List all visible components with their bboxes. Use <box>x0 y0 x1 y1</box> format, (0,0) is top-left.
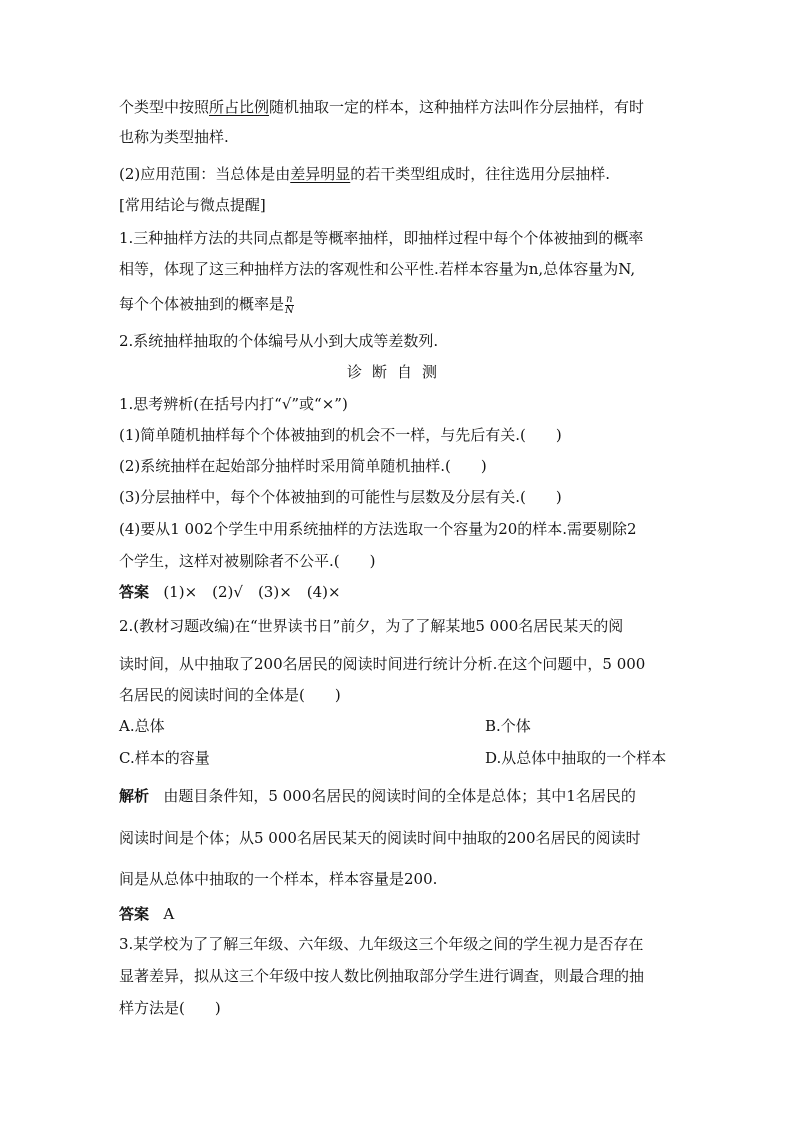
tip-1-line: 每个个体被抽到的概率是 $\frac{n}{N}$ <box>119 293 294 316</box>
tip-2-line: 2.系统抽样抽取的个体编号从小到大成等差数列. <box>119 332 439 350</box>
answer-line: 答案 A <box>119 905 175 923</box>
question-3-line: 样方法是( ) <box>119 999 221 1017</box>
options-row <box>119 748 667 768</box>
question-2-line: 2.(教材习题改编)在“世界读书日”前夕，为了了解某地5 000名居民某天的阅 <box>119 617 624 635</box>
tips-heading: [常用结论与微点提醒] <box>119 196 266 214</box>
question-2-line: 名居民的阅读时间的全体是( ) <box>119 686 341 704</box>
answer-label: 答案 <box>119 905 150 923</box>
analysis-line: 解析 由题目条件知，5 000名居民的阅读时间的全体是总体；其中1名居民的 <box>119 787 636 805</box>
underlined-term: 差异明显 <box>290 165 351 183</box>
option-b: B.个体 <box>485 717 531 735</box>
application-scope-line: (2)应用范围：当总体是由差异明显的若干类型组成时，往往选用分层抽样. <box>119 165 611 183</box>
paragraph-line: 也称为类型抽样. <box>119 128 229 146</box>
judgement-item: 个学生，这样对被剔除者不公平.( ) <box>119 552 376 570</box>
option-a: A.总体 <box>119 717 165 735</box>
paragraph-line: 个类型中按照所占比例随机抽取一定的样本，这种抽样方法叫作分层抽样，有时 <box>119 98 645 116</box>
analysis-line: 间是从总体中抽取的一个样本，样本容量是200. <box>119 870 438 888</box>
options-row <box>119 716 531 736</box>
option-d: D.从总体中抽取的一个样本 <box>485 749 667 767</box>
question-2-line: 读时间，从中抽取了200名居民的阅读时间进行统计分析.在这个问题中，5 000 <box>119 655 646 673</box>
section-title: 诊断自测 <box>346 363 447 381</box>
analysis-label: 解析 <box>119 787 150 805</box>
judgement-item: (2)系统抽样在起始部分抽样时采用简单随机抽样.( ) <box>119 457 487 475</box>
judgement-item: (4)要从1 002个学生中用系统抽样的方法选取一个容量为20的样本.需要剔除2 <box>119 520 637 538</box>
underlined-term: 所占比例 <box>209 98 270 116</box>
analysis-line: 阅读时间是个体；从5 000名居民某天的阅读时间中抽取的200名居民的阅读时 <box>119 829 641 847</box>
option-c: C.样本的容量 <box>119 749 210 767</box>
question-1-stem: 1.思考辨析(在括号内打“√”或“×”) <box>119 395 348 413</box>
answer-label: 答案 <box>119 583 150 601</box>
fraction-n-over-N: $\frac{n}{N}$ <box>285 293 294 316</box>
answer-line: 答案 (1)× (2)√ (3)× (4)× <box>119 583 341 601</box>
judgement-item: (1)简单随机抽样每个个体被抽到的机会不一样，与先后有关.( ) <box>119 426 562 444</box>
tip-1-line: 相等，体现了这三种抽样方法的客观性和公平性.若样本容量为n,总体容量为N, <box>119 260 636 278</box>
tip-1-line: 1.三种抽样方法的共同点都是等概率抽样，即抽样过程中每个个体被抽到的概率 <box>119 229 644 247</box>
question-3-line: 3.某学校为了了解三年级、六年级、九年级这三个年级之间的学生视力是否存在 <box>119 935 644 953</box>
judgement-item: (3)分层抽样中，每个个体被抽到的可能性与层数及分层有关.( ) <box>119 488 562 506</box>
question-3-line: 显著差异，拟从这三个年级中按人数比例抽取部分学生进行调查，则最合理的抽 <box>119 967 645 985</box>
